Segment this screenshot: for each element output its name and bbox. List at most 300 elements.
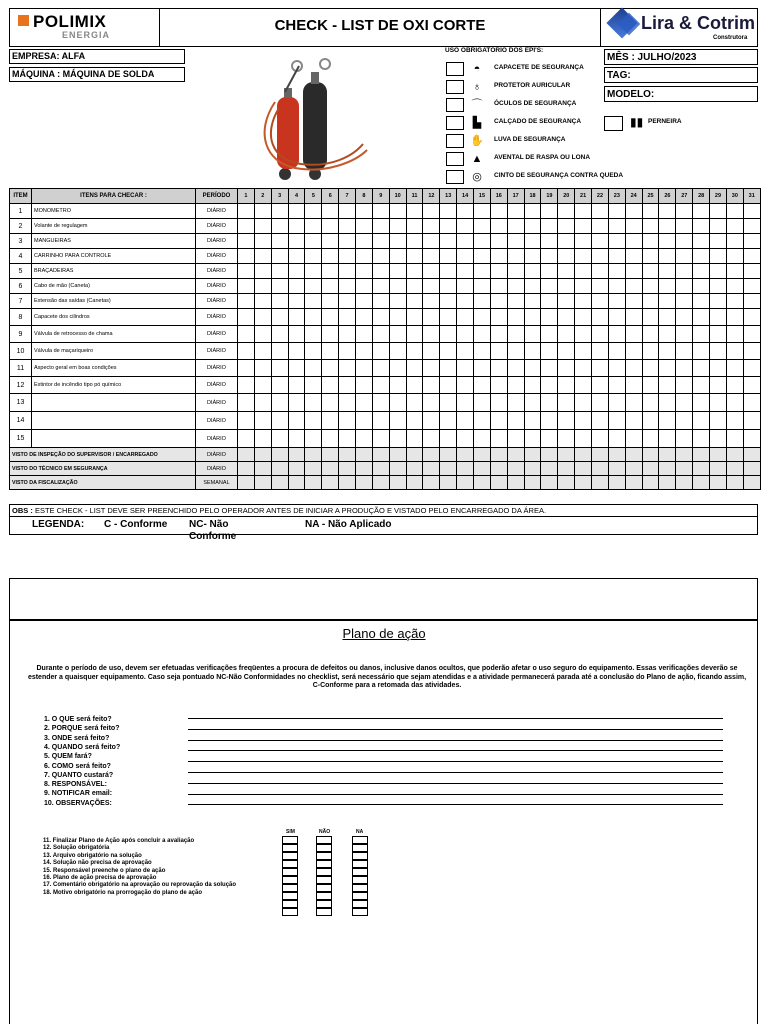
empresa-field[interactable]: EMPRESA: ALFA	[9, 49, 185, 64]
visto-cell[interactable]	[592, 476, 609, 490]
visto-cell[interactable]	[474, 476, 491, 490]
check-cell[interactable]	[356, 343, 373, 360]
check-cell[interactable]	[474, 394, 491, 412]
check-cell[interactable]	[558, 360, 575, 377]
check-cell[interactable]	[322, 219, 339, 234]
check-cell[interactable]	[710, 309, 727, 326]
check-cell[interactable]	[726, 264, 743, 279]
check-cell[interactable]	[339, 326, 356, 343]
check-cell[interactable]	[339, 430, 356, 448]
check-cell[interactable]	[406, 360, 423, 377]
check-cell[interactable]	[288, 377, 305, 394]
visto-cell[interactable]	[423, 462, 440, 476]
option-checkbox[interactable]	[282, 836, 298, 844]
visto-cell[interactable]	[642, 476, 659, 490]
check-cell[interactable]	[356, 234, 373, 249]
check-cell[interactable]	[507, 219, 524, 234]
visto-cell[interactable]	[710, 448, 727, 462]
check-cell[interactable]	[507, 360, 524, 377]
check-cell[interactable]	[423, 343, 440, 360]
check-cell[interactable]	[457, 343, 474, 360]
visto-cell[interactable]	[507, 462, 524, 476]
check-cell[interactable]	[288, 412, 305, 430]
check-cell[interactable]	[440, 204, 457, 219]
check-cell[interactable]	[406, 294, 423, 309]
check-cell[interactable]	[474, 249, 491, 264]
check-cell[interactable]	[524, 264, 541, 279]
check-cell[interactable]	[288, 360, 305, 377]
visto-cell[interactable]	[507, 448, 524, 462]
check-cell[interactable]	[659, 234, 676, 249]
check-cell[interactable]	[743, 234, 760, 249]
check-cell[interactable]	[254, 234, 271, 249]
check-cell[interactable]	[305, 204, 322, 219]
visto-cell[interactable]	[524, 462, 541, 476]
check-cell[interactable]	[608, 326, 625, 343]
check-cell[interactable]	[524, 219, 541, 234]
check-cell[interactable]	[457, 309, 474, 326]
check-cell[interactable]	[743, 294, 760, 309]
check-cell[interactable]	[608, 412, 625, 430]
check-cell[interactable]	[305, 219, 322, 234]
check-cell[interactable]	[575, 204, 592, 219]
check-cell[interactable]	[389, 360, 406, 377]
option-checkbox[interactable]	[316, 836, 332, 844]
option-checkbox[interactable]	[352, 868, 368, 876]
check-cell[interactable]	[288, 204, 305, 219]
visto-cell[interactable]	[575, 462, 592, 476]
check-cell[interactable]	[356, 377, 373, 394]
visto-cell[interactable]	[356, 462, 373, 476]
check-cell[interactable]	[356, 309, 373, 326]
option-checkbox[interactable]	[282, 844, 298, 852]
option-checkbox[interactable]	[316, 876, 332, 884]
check-cell[interactable]	[710, 219, 727, 234]
option-checkbox[interactable]	[352, 836, 368, 844]
check-cell[interactable]	[541, 360, 558, 377]
check-cell[interactable]	[406, 343, 423, 360]
check-cell[interactable]	[305, 264, 322, 279]
visto-cell[interactable]	[474, 448, 491, 462]
option-checkbox[interactable]	[352, 900, 368, 908]
check-cell[interactable]	[608, 249, 625, 264]
check-cell[interactable]	[541, 249, 558, 264]
epi-checkbox[interactable]	[446, 62, 464, 76]
check-cell[interactable]	[238, 412, 255, 430]
check-cell[interactable]	[440, 234, 457, 249]
check-cell[interactable]	[676, 343, 693, 360]
check-cell[interactable]	[457, 377, 474, 394]
check-cell[interactable]	[423, 204, 440, 219]
check-cell[interactable]	[592, 279, 609, 294]
check-cell[interactable]	[743, 360, 760, 377]
check-cell[interactable]	[743, 394, 760, 412]
visto-cell[interactable]	[558, 476, 575, 490]
check-cell[interactable]	[676, 264, 693, 279]
check-cell[interactable]	[710, 204, 727, 219]
check-cell[interactable]	[254, 412, 271, 430]
check-cell[interactable]	[254, 377, 271, 394]
visto-cell[interactable]	[625, 476, 642, 490]
option-checkbox[interactable]	[316, 844, 332, 852]
visto-cell[interactable]	[339, 462, 356, 476]
visto-cell[interactable]	[238, 462, 255, 476]
answer-line[interactable]	[188, 804, 723, 805]
check-cell[interactable]	[541, 234, 558, 249]
check-cell[interactable]	[423, 394, 440, 412]
check-cell[interactable]	[625, 234, 642, 249]
check-cell[interactable]	[372, 204, 389, 219]
check-cell[interactable]	[440, 326, 457, 343]
option-checkbox[interactable]	[282, 876, 298, 884]
check-cell[interactable]	[271, 234, 288, 249]
check-cell[interactable]	[608, 264, 625, 279]
check-cell[interactable]	[271, 279, 288, 294]
check-cell[interactable]	[507, 294, 524, 309]
epi-checkbox[interactable]	[446, 116, 464, 130]
check-cell[interactable]	[254, 326, 271, 343]
check-cell[interactable]	[625, 309, 642, 326]
check-cell[interactable]	[659, 219, 676, 234]
check-cell[interactable]	[372, 294, 389, 309]
check-cell[interactable]	[389, 377, 406, 394]
check-cell[interactable]	[490, 377, 507, 394]
check-cell[interactable]	[372, 249, 389, 264]
check-cell[interactable]	[288, 234, 305, 249]
option-checkbox[interactable]	[352, 852, 368, 860]
check-cell[interactable]	[339, 279, 356, 294]
visto-cell[interactable]	[676, 448, 693, 462]
check-cell[interactable]	[271, 264, 288, 279]
check-cell[interactable]	[356, 204, 373, 219]
check-cell[interactable]	[726, 360, 743, 377]
visto-cell[interactable]	[693, 448, 710, 462]
visto-cell[interactable]	[238, 476, 255, 490]
check-cell[interactable]	[423, 279, 440, 294]
visto-cell[interactable]	[389, 462, 406, 476]
check-cell[interactable]	[440, 309, 457, 326]
check-cell[interactable]	[575, 394, 592, 412]
visto-cell[interactable]	[676, 476, 693, 490]
check-cell[interactable]	[558, 412, 575, 430]
check-cell[interactable]	[288, 394, 305, 412]
check-cell[interactable]	[642, 412, 659, 430]
check-cell[interactable]	[592, 264, 609, 279]
visto-cell[interactable]	[524, 448, 541, 462]
check-cell[interactable]	[659, 326, 676, 343]
check-cell[interactable]	[322, 309, 339, 326]
check-cell[interactable]	[271, 394, 288, 412]
check-cell[interactable]	[558, 377, 575, 394]
check-cell[interactable]	[642, 279, 659, 294]
check-cell[interactable]	[659, 394, 676, 412]
check-cell[interactable]	[238, 394, 255, 412]
check-cell[interactable]	[541, 309, 558, 326]
check-cell[interactable]	[457, 279, 474, 294]
check-cell[interactable]	[507, 279, 524, 294]
check-cell[interactable]	[322, 394, 339, 412]
visto-cell[interactable]	[254, 476, 271, 490]
visto-cell[interactable]	[507, 476, 524, 490]
check-cell[interactable]	[659, 294, 676, 309]
check-cell[interactable]	[693, 326, 710, 343]
check-cell[interactable]	[575, 249, 592, 264]
answer-line[interactable]	[188, 783, 723, 784]
check-cell[interactable]	[238, 234, 255, 249]
check-cell[interactable]	[608, 430, 625, 448]
check-cell[interactable]	[726, 279, 743, 294]
check-cell[interactable]	[490, 249, 507, 264]
check-cell[interactable]	[457, 326, 474, 343]
check-cell[interactable]	[474, 234, 491, 249]
visto-cell[interactable]	[541, 476, 558, 490]
check-cell[interactable]	[322, 326, 339, 343]
option-checkbox[interactable]	[352, 908, 368, 916]
option-checkbox[interactable]	[352, 876, 368, 884]
visto-cell[interactable]	[524, 476, 541, 490]
check-cell[interactable]	[608, 377, 625, 394]
check-cell[interactable]	[254, 394, 271, 412]
check-cell[interactable]	[558, 234, 575, 249]
visto-cell[interactable]	[288, 448, 305, 462]
check-cell[interactable]	[625, 219, 642, 234]
visto-cell[interactable]	[457, 448, 474, 462]
check-cell[interactable]	[726, 430, 743, 448]
check-cell[interactable]	[558, 394, 575, 412]
check-cell[interactable]	[642, 294, 659, 309]
check-cell[interactable]	[693, 394, 710, 412]
check-cell[interactable]	[524, 394, 541, 412]
visto-cell[interactable]	[440, 448, 457, 462]
check-cell[interactable]	[507, 394, 524, 412]
check-cell[interactable]	[440, 430, 457, 448]
check-cell[interactable]	[608, 360, 625, 377]
modelo-field[interactable]: MODELO:	[604, 86, 758, 102]
visto-cell[interactable]	[541, 448, 558, 462]
epi-checkbox[interactable]	[446, 152, 464, 166]
visto-cell[interactable]	[322, 476, 339, 490]
check-cell[interactable]	[592, 412, 609, 430]
check-cell[interactable]	[356, 294, 373, 309]
check-cell[interactable]	[592, 360, 609, 377]
check-cell[interactable]	[524, 360, 541, 377]
check-cell[interactable]	[676, 360, 693, 377]
option-checkbox[interactable]	[316, 860, 332, 868]
check-cell[interactable]	[305, 343, 322, 360]
check-cell[interactable]	[575, 326, 592, 343]
visto-cell[interactable]	[440, 476, 457, 490]
check-cell[interactable]	[406, 430, 423, 448]
check-cell[interactable]	[271, 326, 288, 343]
visto-cell[interactable]	[676, 462, 693, 476]
check-cell[interactable]	[322, 234, 339, 249]
check-cell[interactable]	[575, 219, 592, 234]
check-cell[interactable]	[659, 377, 676, 394]
check-cell[interactable]	[238, 326, 255, 343]
check-cell[interactable]	[356, 249, 373, 264]
maquina-field[interactable]: MÁQUINA : MÁQUINA DE SOLDA	[9, 67, 185, 82]
check-cell[interactable]	[693, 294, 710, 309]
option-checkbox[interactable]	[316, 908, 332, 916]
visto-cell[interactable]	[288, 462, 305, 476]
check-cell[interactable]	[541, 394, 558, 412]
check-cell[interactable]	[558, 326, 575, 343]
check-cell[interactable]	[305, 234, 322, 249]
check-cell[interactable]	[743, 326, 760, 343]
answer-line[interactable]	[188, 740, 723, 741]
check-cell[interactable]	[558, 279, 575, 294]
check-cell[interactable]	[726, 294, 743, 309]
check-cell[interactable]	[726, 412, 743, 430]
check-cell[interactable]	[625, 360, 642, 377]
check-cell[interactable]	[423, 264, 440, 279]
check-cell[interactable]	[575, 279, 592, 294]
check-cell[interactable]	[406, 377, 423, 394]
check-cell[interactable]	[322, 343, 339, 360]
check-cell[interactable]	[372, 343, 389, 360]
check-cell[interactable]	[406, 412, 423, 430]
visto-cell[interactable]	[558, 462, 575, 476]
check-cell[interactable]	[693, 234, 710, 249]
check-cell[interactable]	[271, 294, 288, 309]
check-cell[interactable]	[541, 343, 558, 360]
check-cell[interactable]	[305, 309, 322, 326]
answer-line[interactable]	[188, 750, 723, 751]
visto-cell[interactable]	[558, 448, 575, 462]
check-cell[interactable]	[440, 219, 457, 234]
check-cell[interactable]	[676, 219, 693, 234]
check-cell[interactable]	[254, 294, 271, 309]
visto-cell[interactable]	[372, 448, 389, 462]
visto-cell[interactable]	[490, 462, 507, 476]
check-cell[interactable]	[423, 294, 440, 309]
check-cell[interactable]	[524, 377, 541, 394]
check-cell[interactable]	[659, 412, 676, 430]
visto-cell[interactable]	[406, 462, 423, 476]
check-cell[interactable]	[642, 360, 659, 377]
check-cell[interactable]	[676, 394, 693, 412]
check-cell[interactable]	[356, 394, 373, 412]
check-cell[interactable]	[474, 219, 491, 234]
check-cell[interactable]	[406, 264, 423, 279]
check-cell[interactable]	[524, 249, 541, 264]
check-cell[interactable]	[339, 249, 356, 264]
visto-cell[interactable]	[406, 448, 423, 462]
visto-cell[interactable]	[726, 462, 743, 476]
check-cell[interactable]	[406, 204, 423, 219]
visto-cell[interactable]	[490, 448, 507, 462]
visto-cell[interactable]	[356, 476, 373, 490]
answer-line[interactable]	[188, 729, 723, 730]
check-cell[interactable]	[356, 412, 373, 430]
check-cell[interactable]	[474, 279, 491, 294]
epi-checkbox[interactable]	[446, 134, 464, 148]
check-cell[interactable]	[440, 294, 457, 309]
check-cell[interactable]	[406, 279, 423, 294]
check-cell[interactable]	[322, 249, 339, 264]
visto-cell[interactable]	[372, 476, 389, 490]
check-cell[interactable]	[710, 412, 727, 430]
visto-cell[interactable]	[608, 476, 625, 490]
option-checkbox[interactable]	[352, 884, 368, 892]
check-cell[interactable]	[457, 394, 474, 412]
check-cell[interactable]	[423, 219, 440, 234]
check-cell[interactable]	[625, 294, 642, 309]
check-cell[interactable]	[592, 204, 609, 219]
visto-cell[interactable]	[271, 462, 288, 476]
check-cell[interactable]	[457, 430, 474, 448]
check-cell[interactable]	[693, 430, 710, 448]
check-cell[interactable]	[608, 234, 625, 249]
check-cell[interactable]	[710, 430, 727, 448]
check-cell[interactable]	[726, 234, 743, 249]
check-cell[interactable]	[524, 279, 541, 294]
check-cell[interactable]	[642, 204, 659, 219]
check-cell[interactable]	[726, 219, 743, 234]
check-cell[interactable]	[389, 204, 406, 219]
check-cell[interactable]	[507, 234, 524, 249]
visto-cell[interactable]	[608, 462, 625, 476]
check-cell[interactable]	[693, 249, 710, 264]
check-cell[interactable]	[440, 264, 457, 279]
epi-checkbox[interactable]	[446, 170, 464, 184]
check-cell[interactable]	[339, 294, 356, 309]
check-cell[interactable]	[457, 249, 474, 264]
visto-cell[interactable]	[339, 476, 356, 490]
check-cell[interactable]	[592, 219, 609, 234]
check-cell[interactable]	[440, 249, 457, 264]
check-cell[interactable]	[389, 326, 406, 343]
visto-cell[interactable]	[743, 476, 760, 490]
visto-cell[interactable]	[743, 462, 760, 476]
check-cell[interactable]	[558, 430, 575, 448]
check-cell[interactable]	[659, 309, 676, 326]
check-cell[interactable]	[693, 343, 710, 360]
check-cell[interactable]	[288, 249, 305, 264]
check-cell[interactable]	[474, 430, 491, 448]
check-cell[interactable]	[676, 326, 693, 343]
option-checkbox[interactable]	[282, 892, 298, 900]
check-cell[interactable]	[339, 264, 356, 279]
answer-line[interactable]	[188, 772, 723, 773]
check-cell[interactable]	[322, 430, 339, 448]
check-cell[interactable]	[490, 326, 507, 343]
check-cell[interactable]	[592, 394, 609, 412]
check-cell[interactable]	[743, 412, 760, 430]
visto-cell[interactable]	[474, 462, 491, 476]
option-checkbox[interactable]	[282, 868, 298, 876]
check-cell[interactable]	[372, 377, 389, 394]
visto-cell[interactable]	[271, 476, 288, 490]
check-cell[interactable]	[676, 309, 693, 326]
check-cell[interactable]	[743, 279, 760, 294]
option-checkbox[interactable]	[316, 852, 332, 860]
check-cell[interactable]	[541, 279, 558, 294]
check-cell[interactable]	[254, 264, 271, 279]
check-cell[interactable]	[271, 360, 288, 377]
visto-cell[interactable]	[625, 462, 642, 476]
check-cell[interactable]	[406, 234, 423, 249]
check-cell[interactable]	[608, 204, 625, 219]
option-checkbox[interactable]	[316, 868, 332, 876]
check-cell[interactable]	[254, 249, 271, 264]
check-cell[interactable]	[457, 219, 474, 234]
check-cell[interactable]	[406, 326, 423, 343]
check-cell[interactable]	[305, 430, 322, 448]
check-cell[interactable]	[339, 412, 356, 430]
visto-cell[interactable]	[659, 462, 676, 476]
check-cell[interactable]	[474, 343, 491, 360]
